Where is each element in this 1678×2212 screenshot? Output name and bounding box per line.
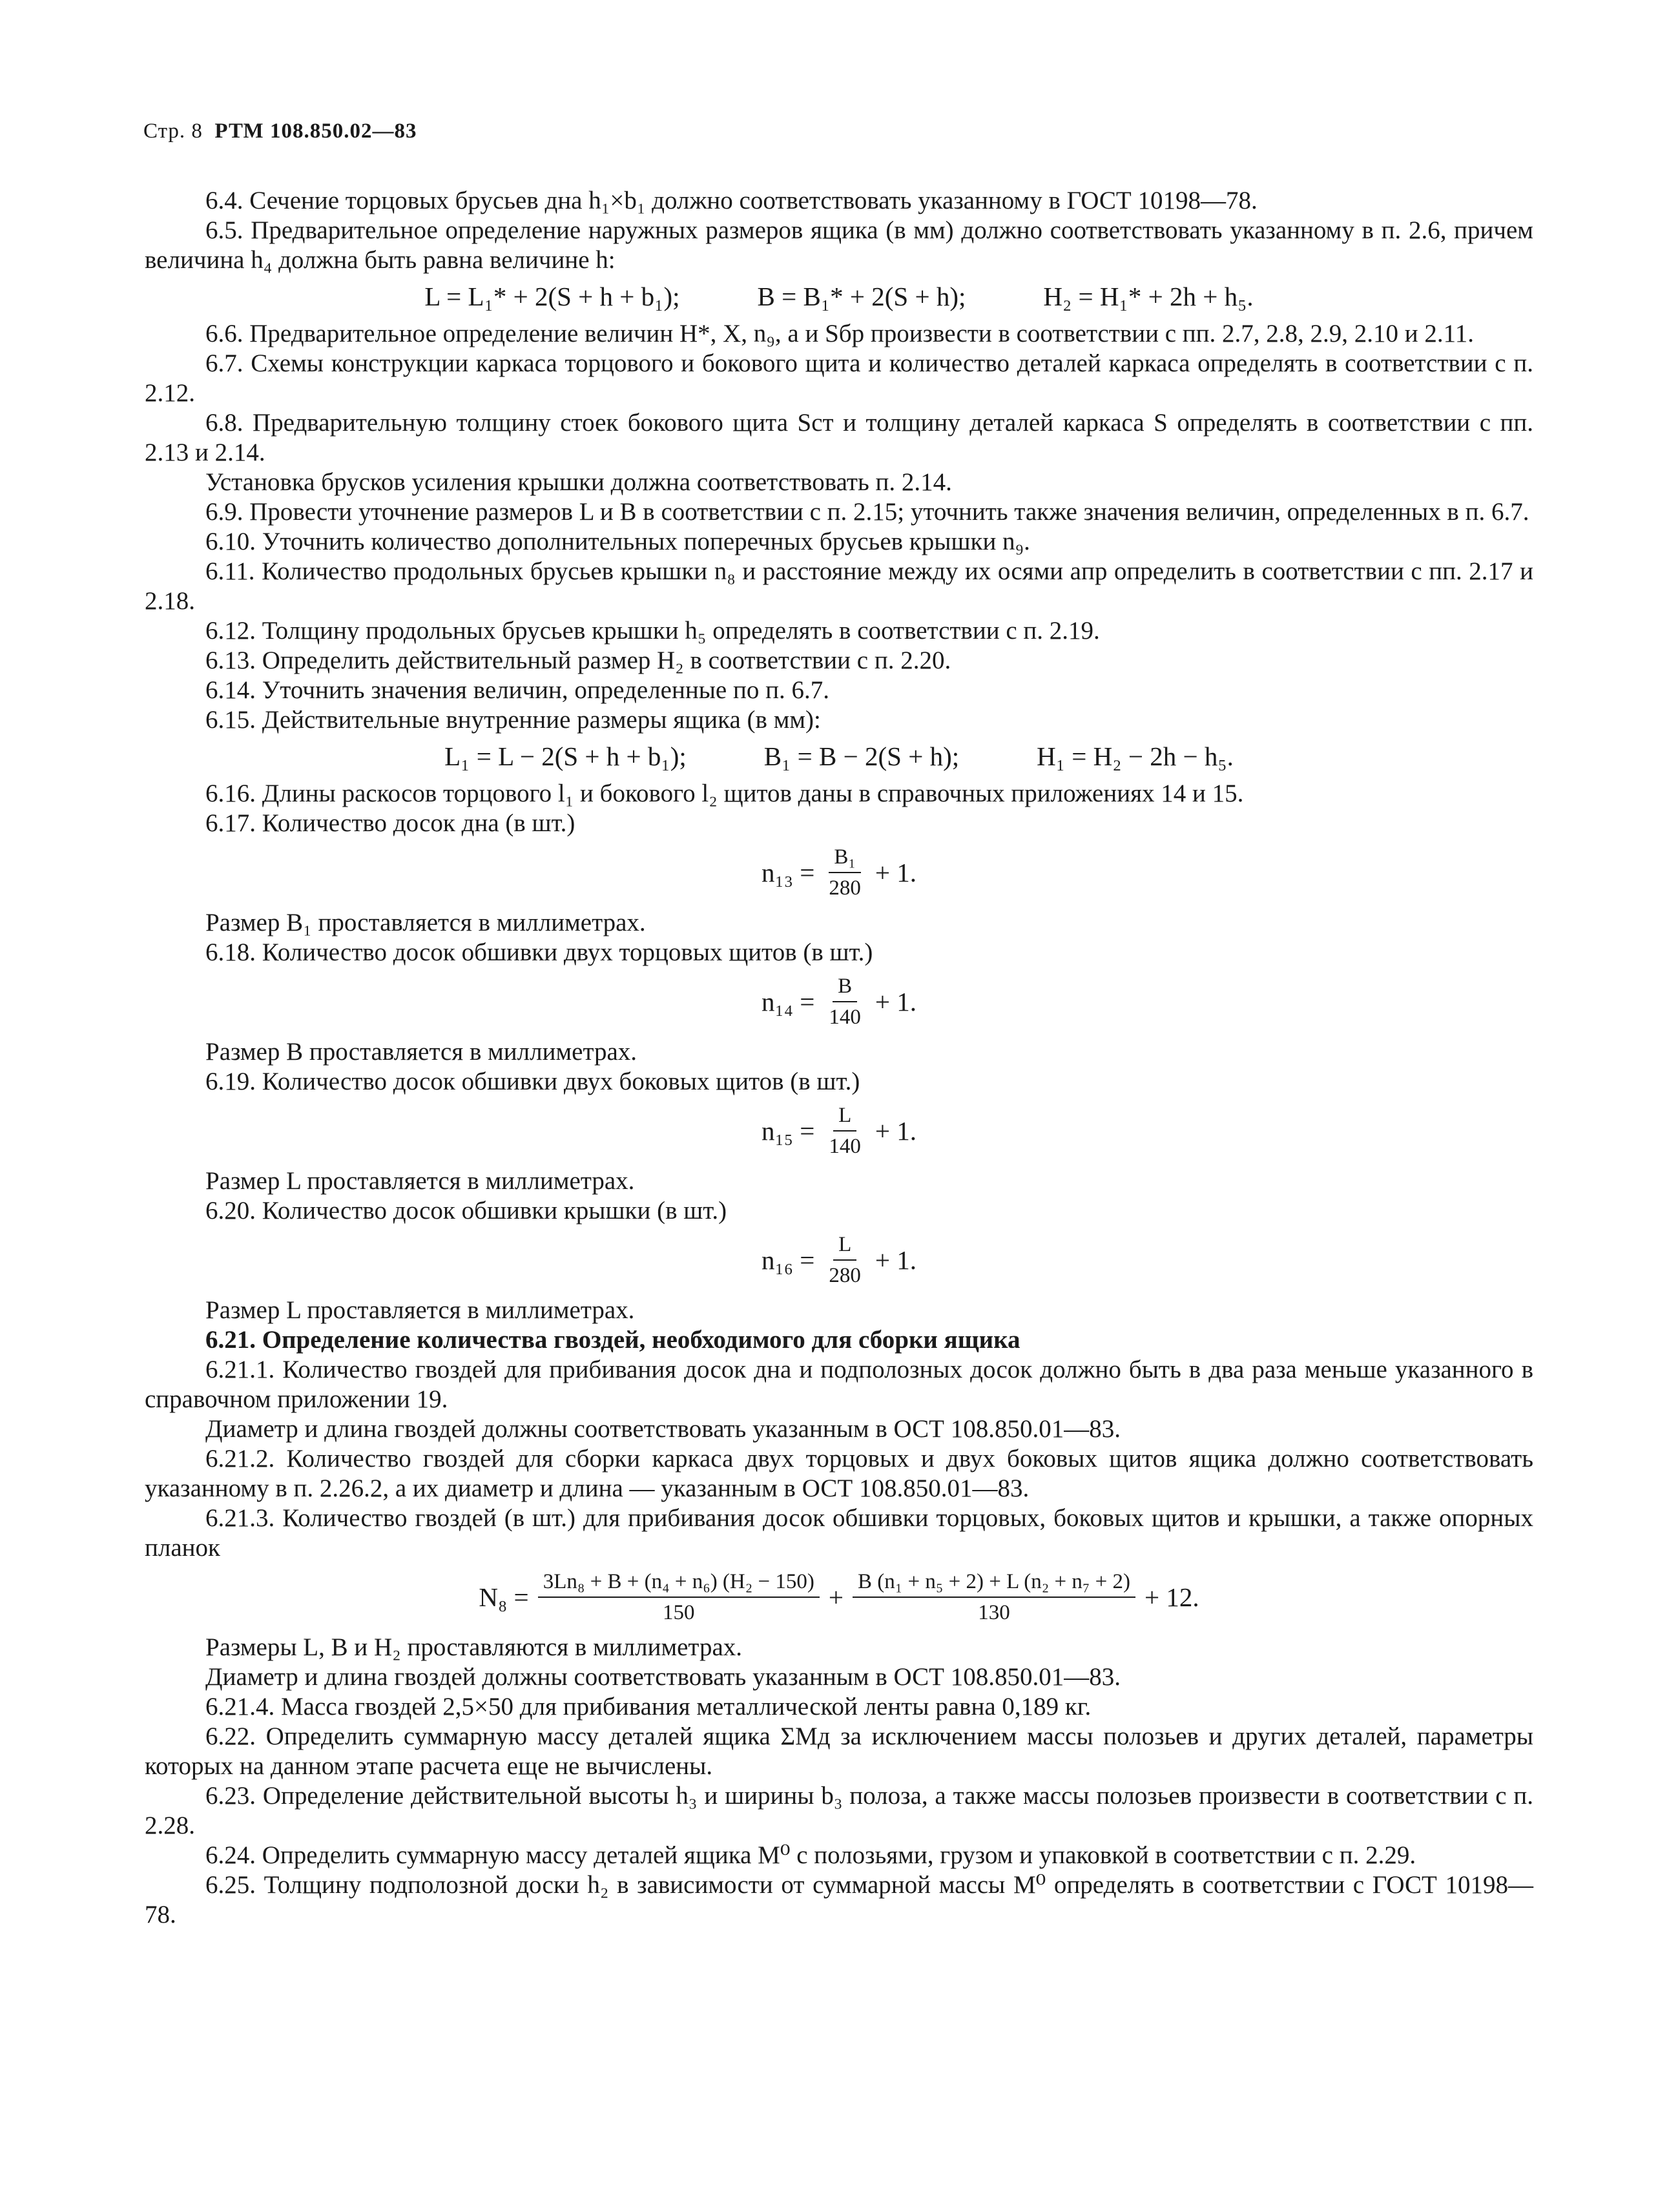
formula-n15-denominator: 140 bbox=[829, 1135, 861, 1158]
formula-n13-numerator: B₁ bbox=[829, 845, 861, 873]
formula-n14-denominator: 140 bbox=[829, 1006, 861, 1029]
paragraph-6-21-2: 6.21.2. Количество гвоздей для сборки каркаса двух торцовых и двух боковых щитов ящика должно соответствовать указанному в п. 2.26.2, а их диаметр и длина — указанным в ОСТ 108.850.01—83. bbox=[145, 1445, 1533, 1502]
paragraph-6-7: 6.7. Схемы конструкции каркаса торцового и бокового щита и количество деталей каркаса определять в соответствии с п. 2.12. bbox=[145, 349, 1533, 407]
paragraph-6-21-3-note-2: Диаметр и длина гвоздей должны соответствовать указанным в ОСТ 108.850.01—83. bbox=[205, 1663, 1121, 1691]
paragraph-6-19-note: Размер L проставляется в миллиметрах. bbox=[205, 1167, 635, 1195]
formula-n8-fraction-1 bbox=[538, 1569, 820, 1625]
paragraph-6-4: 6.4. Сечение торцовых брусьев дна h₁×b₁ должно соответствовать указанному в ГОСТ 10198—78. bbox=[205, 187, 1258, 214]
formula-n15-lhs: n₁₅ = bbox=[761, 1116, 815, 1146]
formula-n8-numerator-2: B (n₁ + n₅ + 2) + L (n₂ + n₇ + 2) bbox=[853, 1569, 1135, 1598]
formula-n8-lhs: N₈ = bbox=[479, 1582, 529, 1612]
formula-n8-plus: + bbox=[828, 1582, 844, 1612]
paragraph-6-21-1-note: Диаметр и длина гвоздей должны соответствовать указанным в ОСТ 108.850.01—83. bbox=[205, 1415, 1121, 1443]
formula-n15-fraction bbox=[823, 1103, 866, 1159]
formula-n13-rhs: + 1. bbox=[875, 858, 917, 887]
paragraph-6-22: 6.22. Определить суммарную массу деталей ящика ΣMд за исключением массы полозьев и других деталей, параметры которых на данном этапе расчета еще не вычислены. bbox=[145, 1722, 1533, 1780]
paragraph-6-18: 6.18. Количество досок обшивки двух торцовых щитов (в шт.) bbox=[205, 938, 873, 966]
formula-n16-numerator: L bbox=[833, 1232, 856, 1261]
paragraph-6-17-note: Размер B₁ проставляется в миллиметрах. bbox=[205, 909, 646, 936]
paragraph-6-12: 6.12. Толщину продольных брусьев крышки h₅ определять в соответствии с п. 2.19. bbox=[205, 617, 1100, 645]
formula-n15-numerator: L bbox=[833, 1103, 856, 1132]
paragraph-6-21-3-note: Размеры L, B и H₂ проставляются в миллиметрах. bbox=[205, 1633, 743, 1661]
paragraph-6-21-3: 6.21.3. Количество гвоздей (в шт.) для прибивания досок обшивки торцовых, боковых щитов и крышки, а также опорных планок bbox=[145, 1504, 1533, 1562]
formula-n15 bbox=[145, 1103, 1533, 1159]
formula-n14-lhs: n₁₄ = bbox=[761, 987, 815, 1017]
paragraph-6-5: 6.5. Предварительное определение наружных размеров ящика (в мм) должно соответствовать указанному в п. 2.6, причем величина h₄ должна быть равна величине h: bbox=[145, 216, 1533, 274]
paragraph-6-10: 6.10. Уточнить количество дополнительных поперечных брусьев крышки n₉. bbox=[205, 528, 1030, 555]
formula-n16-lhs: n₁₆ = bbox=[761, 1245, 815, 1275]
paragraph-6-9: 6.9. Провести уточнение размеров L и B в соответствии с п. 2.15; уточнить также значения величин, определенных в п. 6.7. bbox=[205, 498, 1529, 526]
document-id: РТМ 108.850.02—83 bbox=[214, 119, 417, 143]
formula-n8-denominator-1: 150 bbox=[663, 1601, 695, 1624]
paragraph-6-8: 6.8. Предварительную толщину стоек бокового щита Sст и толщину деталей каркаса S определять в соответствии с пп. 2.13 и 2.14. bbox=[145, 409, 1533, 466]
formula-b: B = B₁* + 2(S + h); bbox=[757, 282, 966, 311]
section-heading-6-21: 6.21. Определение количества гвоздей, необходимого для сборки ящика bbox=[205, 1326, 1020, 1354]
formula-n16-denominator: 280 bbox=[829, 1264, 861, 1287]
formula-n16 bbox=[145, 1232, 1533, 1288]
paragraph-6-20-note: Размер L проставляется в миллиметрах. bbox=[205, 1296, 635, 1324]
paragraph-6-18-note: Размер B проставляется в миллиметрах. bbox=[205, 1038, 637, 1066]
formula-n14-rhs: + 1. bbox=[875, 987, 917, 1017]
formula-n16-rhs: + 1. bbox=[875, 1245, 917, 1275]
paragraph-6-25: 6.25. Толщину подполозной доски h₂ в зависимости от суммарной массы M⁰ определять в соответствии с ГОСТ 10198—78. bbox=[145, 1871, 1533, 1928]
formula-l1: L₁ = L − 2(S + h + b₁); bbox=[444, 741, 687, 771]
paragraph-6-21-1: 6.21.1. Количество гвоздей для прибивания досок дна и подполозных досок должно быть в два раза меньше указанного в справочном приложении 19. bbox=[145, 1356, 1533, 1413]
formula-n13-denominator: 280 bbox=[829, 876, 861, 900]
formula-n8-numerator-1: 3Ln₈ + B + (n₄ + n₆) (H₂ − 150) bbox=[538, 1569, 820, 1598]
paragraph-6-8-note: Установка брусков усиления крышки должна соответствовать п. 2.14. bbox=[205, 468, 952, 496]
paragraph-6-21-4: 6.21.4. Масса гвоздей 2,5×50 для прибивания металлической ленты равна 0,189 кг. bbox=[205, 1693, 1092, 1721]
formula-h2: H₂ = H₁* + 2h + h₅. bbox=[1043, 282, 1254, 311]
formula-n14-numerator: B bbox=[833, 974, 857, 1002]
formula-n15-rhs: + 1. bbox=[875, 1116, 917, 1146]
formula-n8-fraction-2 bbox=[853, 1569, 1135, 1625]
formula-n8-denominator-2: 130 bbox=[978, 1601, 1010, 1624]
formula-n16-fraction bbox=[823, 1232, 866, 1288]
paragraph-6-6: 6.6. Предварительное определение величин H*, X, n₉, a и Sбр произвести в соответствии с пп. 2.7, 2.8, 2.9, 2.10 и 2.11. bbox=[205, 320, 1474, 347]
body-text bbox=[145, 186, 1533, 1930]
paragraph-6-19: 6.19. Количество досок обшивки двух боковых щитов (в шт.) bbox=[205, 1068, 860, 1095]
paragraph-6-13: 6.13. Определить действительный размер H₂ в соответствии с п. 2.20. bbox=[205, 646, 951, 674]
paragraph-6-11: 6.11. Количество продольных брусьев крышки n₈ и расстояние между их осями aпр определить в соответствии с пп. 2.17 и 2.18. bbox=[145, 557, 1533, 615]
page-number: Стр. 8 bbox=[143, 119, 203, 143]
paragraph-6-14: 6.14. Уточнить значения величин, определенные по п. 6.7. bbox=[205, 676, 829, 704]
formula-n8-rhs: + 12. bbox=[1144, 1582, 1199, 1612]
formula-n8 bbox=[145, 1569, 1533, 1625]
paragraph-6-17: 6.17. Количество досок дна (в шт.) bbox=[205, 809, 575, 837]
formula-n14-fraction bbox=[823, 974, 866, 1029]
formula-b1: B₁ = B − 2(S + h); bbox=[763, 741, 960, 771]
paragraph-6-23: 6.23. Определение действительной высоты h₃ и ширины b₃ полоза, а также массы полозьев произвести в соответствии с п. 2.28. bbox=[145, 1782, 1533, 1839]
paragraph-6-15: 6.15. Действительные внутренние размеры ящика (в мм): bbox=[205, 706, 821, 734]
formula-l: L = L₁* + 2(S + h + b₁); bbox=[424, 282, 680, 311]
formula-n13 bbox=[145, 845, 1533, 900]
formula-outer-dimensions bbox=[145, 282, 1533, 311]
formula-n14 bbox=[145, 974, 1533, 1029]
paragraph-6-20: 6.20. Количество досок обшивки крышки (в шт.) bbox=[205, 1197, 727, 1225]
formula-h1: H₁ = H₂ − 2h − h₅. bbox=[1037, 741, 1234, 771]
formula-n13-fraction bbox=[823, 845, 866, 900]
paragraph-6-16: 6.16. Длины раскосов торцового l₁ и бокового l₂ щитов даны в справочных приложениях 14 и 15. bbox=[205, 780, 1244, 807]
page-header bbox=[143, 116, 417, 146]
formula-n13-lhs: n₁₃ = bbox=[761, 858, 815, 887]
formula-inner-dimensions bbox=[145, 741, 1533, 771]
paragraph-6-24: 6.24. Определить суммарную массу деталей ящика M⁰ с полозьями, грузом и упаковкой в соответствии с п. 2.29. bbox=[205, 1841, 1416, 1869]
